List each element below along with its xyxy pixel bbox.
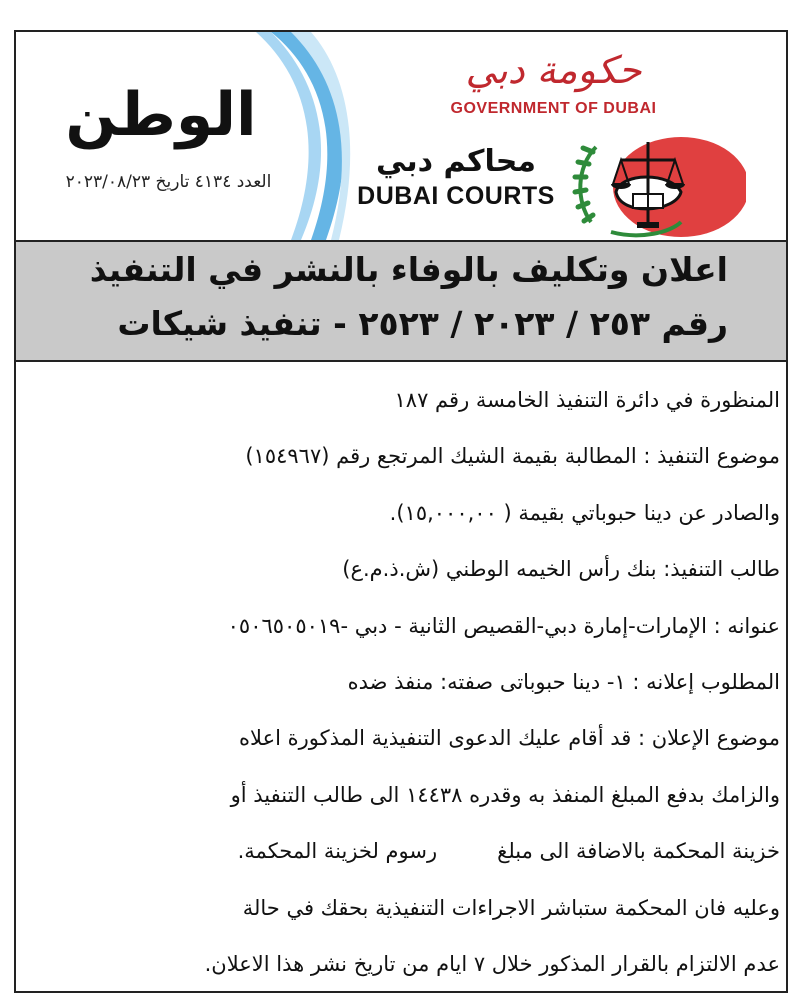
courts-name-english: DUBAI COURTS — [357, 182, 555, 210]
body-line: والصادر عن دينا حبوباتي بقيمة ( ١٥,٠٠٠,٠٠). — [389, 500, 780, 525]
notice-title-line-2: رقم ٢٥٣ / ٢٠٢٣ / ٢٥٢٣ - تنفيذ شيكات — [117, 304, 728, 343]
body-line: موضوع الإعلان : قد أقام عليك الدعوى التنفيذية المذكورة اعلاه — [239, 726, 780, 751]
notice-body — [24, 372, 780, 992]
notice-title-line-1: اعلان وتكليف بالوفاء بالنشر في التنفيذ — [89, 250, 728, 289]
body-line: المطلوب إعلانه : ١- دينا حبوباتى صفته: منفذ ضده — [347, 669, 780, 694]
notice-header — [16, 32, 786, 240]
body-line: موضوع التنفيذ : المطالبة بقيمة الشيك المرتجع رقم (١٥٤٩٦٧) — [245, 444, 780, 469]
notice-frame — [14, 30, 788, 993]
body-fees-part-1: خزينة المحكمة بالاضافة الى مبلغ — [497, 839, 780, 864]
issue-date-line: العدد ٤١٣٤ تاريخ ٢٠٢٣/٠٨/٢٣ — [65, 172, 272, 192]
dubai-courts-logo-text — [351, 142, 561, 211]
government-name-english: GOVERNMENT OF DUBAI — [450, 100, 657, 117]
body-line-fees — [24, 823, 780, 879]
courts-name-arabic: محاكم دبي — [376, 144, 536, 179]
government-name-arabic: حكومة دبي — [465, 48, 642, 92]
body-line: عنوانه : الإمارات-إمارة دبي-القصيص الثانية - دبي -٠٥٠٦٥٠٥٠١٩ — [227, 613, 780, 638]
body-line: طالب التنفيذ: بنك رأس الخيمه الوطني (ش.ذ.م.ع) — [342, 557, 780, 582]
government-of-dubai-logo — [426, 44, 681, 118]
notice-title-band — [16, 240, 786, 362]
newspaper-name: الوطن — [65, 80, 257, 150]
scales-of-justice-emblem-icon — [571, 132, 746, 242]
body-line: والزامك بدفع المبلغ المنفذ به وقدره ١٤٤٣٨ الى طالب التنفيذ أو — [230, 782, 780, 807]
body-line: المنظورة في دائرة التنفيذ الخامسة رقم ١٨٧ — [394, 388, 780, 412]
body-line: وعليه فان المحكمة ستباشر الاجراءات التنفيذية بحقك في حالة — [242, 895, 780, 920]
newspaper-logo — [56, 82, 266, 148]
body-fees-part-2: رسوم لخزينة المحكمة. — [237, 839, 438, 864]
newspaper-wave-graphic — [251, 32, 361, 240]
body-line: عدم الالتزام بالقرار المذكور خلال ٧ ايام من تاريخ نشر هذا الاعلان. — [204, 951, 780, 976]
